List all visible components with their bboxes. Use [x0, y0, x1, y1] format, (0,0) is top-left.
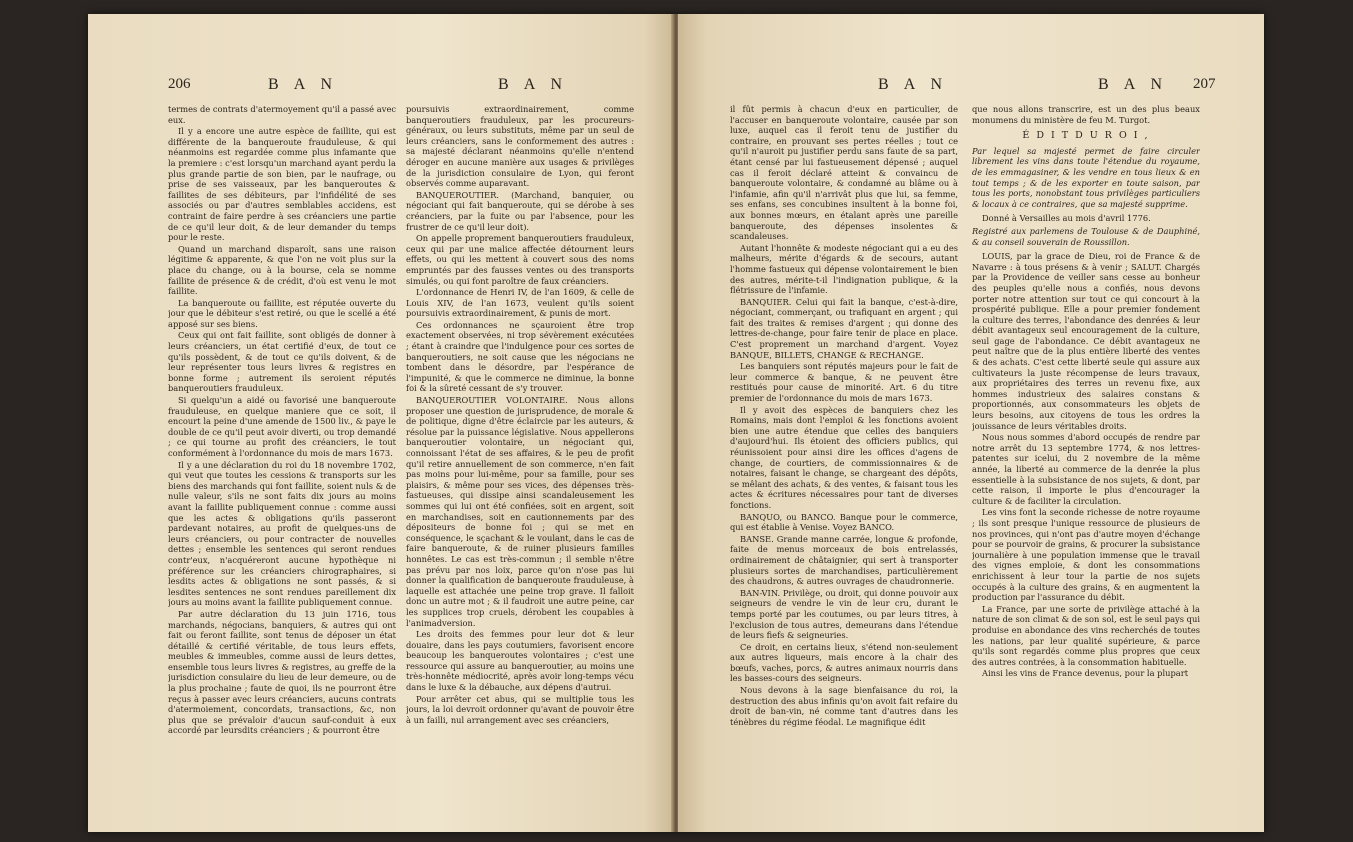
- paragraph: Nous nous sommes d'abord occupés de rendre par notre arrêt du 13 septembre 1774, & nos lettres-patentes sur icelui, du 2 novembre de la même année, la liberté au commerce de la denrée la plus essentielle à la subsistance de nos sujets, & dont, par cette raison, il importe le plus d'encourager la culture & de faciliter la circulation.: [972, 432, 1200, 506]
- paragraph: BANQUIER. Celui qui fait la banque, c'est-à-dire, négociant, commerçant, ou trafiquant en argent ; qui fait des traites & remises d'argent ; qui donne des lettres-de-change, pour faire tenir de place en place. C'est proprement un marchand d'argent. Voyez BANQUE, BILLETS, CHANGE & RECHANGE.: [730, 296, 958, 360]
- left-page: [88, 14, 674, 832]
- paragraph: BANQUEROUTIER. (Marchand, banquier, ou négociant qui fait banqueroute, qui se dérobe à ses créanciers, par la fuite ou par l'absence, pour les frustrer de ce qu'il leur doit).: [406, 189, 634, 232]
- text-column-right: [972, 104, 1200, 824]
- running-head: B A N: [498, 76, 569, 93]
- paragraph: Autant l'honnête & modeste négociant qui a eu des malheurs, mérite d'égards & de secours, autant l'homme fastueux qui dépense volontairement le bien des autres, mérite-t-il l'indignation publique, & la flétrissure de l'infamie.: [730, 242, 958, 296]
- paragraph: L'ordonnance de Henri IV, de l'an 1609, & celle de Louis XIV, de l'an 1673, veulent qu'ils soient poursuivis extraordinairement, & punis de mort.: [406, 287, 634, 319]
- paragraph: Si quelqu'un a aidé ou favorisé une banqueroute frauduleuse, en quelque maniere que ce soit, il encourt la peine d'une amende de 1500 liv., & paye le double de ce qu'il peut avoir diverti, ou trop demandé ; ce qui tourne au profit des créanciers, le tout conformément à l'ordonnance du mois de mars 1673.: [168, 395, 396, 458]
- paragraph: Les vins font la seconde richesse de notre royaume ; ils sont presque l'unique ressource de plusieurs de nos provinces, qui n'ont pas d'autre moyen d'échange pour se pourvoir de grains, & procurer la subsistance journalière à une population immense que le travail des vignes emploie, & dont les consommations enrichissent à leur tour la partie de nos sujets occupés à la culture des grains, & en augmentent la production par l'assurance du débit.: [972, 507, 1200, 603]
- edit-subtitle: Par lequel sa majesté permet de faire circuler librement les vins dans toute l'étendue du royaume, de les emmagasiner, & les vendre en tous lieux & en tout temps ; & de les exporter en toute saison, par tous les ports, nonobstant tous privilèges particuliers & locaux à ce contraires, que sa majesté supprime.: [972, 145, 1200, 209]
- page-number: 207: [1193, 76, 1216, 92]
- paragraph: Les droits des femmes pour leur dot & leur douaire, dans les pays coutumiers, favorisent encore beaucoup les banqueroutes volontaires ; c'est une ressource qui assure au banqueroutier, au moins une très-honnête médiocrité, après avoir long-temps vécu dans le luxe & la débauche, aux dépens d'autrui.: [406, 629, 634, 693]
- paragraph: termes de contrats d'atermoyement qu'il a passé avec eux.: [168, 104, 396, 125]
- paragraph: BAN-VIN. Privilège, ou droit, qui donne pouvoir aux seigneurs de vendre le vin de leur cru, durant le temps porté par les coutumes, ou par leurs titres, à l'exclusion de tous autres, demeurans dans l'étendue de leurs fiefs & seigneuries.: [730, 587, 958, 641]
- edit-intro: que nous allons transcrire, est un des plus beaux monumens du ministère de feu M. Turgot.: [972, 104, 1200, 125]
- paragraph: La France, par une sorte de privilège attaché à la nature de son climat & de son sol, est le seul pays qui produise en abondance des vins recherchés de toutes les nations, par leur qualité supérieure, & parce qu'ils sont regardés comme plus propres que ceux des autres contrées, à la consommation habituelle.: [972, 603, 1200, 667]
- right-page: [678, 14, 1264, 832]
- edit-title: É D I T D U R O I ,: [1022, 130, 1150, 142]
- paragraph: BANQUEROUTIER VOLONTAIRE. Nous allons proposer une question de jurisprudence, de morale & de politique, digne d'être éclaircie par les auteurs, & résolue par la puissance législative. Nous appellerons banqueroutier volontaire, un négociant qui, connoissant l'état de ses affaires, & le peu de profit qu'il retire annuellement de son commerce, n'en fait pas moins pour lui-même, pour sa famille, pour ses plaisirs, & même pour ses vices, des dépenses très-fastueuses, qui dissipe ainsi scandaleusement les sommes qui lui ont été confiées, soit en argent, soit en marchandises, soit en cautionnements par des dépositeurs de bonne foi ; qui se met en conséquence, le sçachant & le voulant, dans le cas de faire banqueroute, & de ruiner plusieurs familles honnêtes. Le cas est très-commun ; il semble n'être pas prévu par nos loix, parce qu'on n'ose pas lui donner la qualification de banqueroute frauduleuse, à laquelle est attachée une peine trop grave. Il falloit donc un autre mot ; & il faudroit une autre peine, car les supplices trop cruels, dérobent les coupables à l'animadversion.: [406, 395, 634, 628]
- paragraph: Ce droit, en certains lieux, s'étend non-seulement aux autres liqueurs, mais encore à la chair des bœufs, vaches, porcs, & autres animaux nourris dans les basses-cours des seigneurs.: [730, 641, 958, 684]
- paragraph: Ceux qui ont fait faillite, sont obligés de donner à leurs créanciers, un état certifié d'eux, de tout ce qu'ils possèdent, & de tout ce qu'ils doivent, & de leur représenter tous leurs livres & registres en bonne forme ; autrement ils seroient réputés banqueroutiers frauduleux.: [168, 330, 396, 394]
- book-spread: [88, 14, 1264, 832]
- text-column-left: [168, 104, 396, 824]
- paragraph: La banqueroute ou faillite, est réputée ouverte du jour que le débiteur s'est retiré, ou que le scellé a été apposé sur ses biens.: [168, 297, 396, 329]
- paragraph: Nous devons à la sage bienfaisance du roi, la destruction des abus infinis qu'on avoit fait refaire du droit de ban-vin, né comme tant d'autres dans les ténèbres du régime féodal. Le magnifique édit: [730, 685, 958, 727]
- paragraph: Il y a encore une autre espèce de faillite, qui est différente de la banqueroute frauduleuse, & qui néanmoins est regardée comme plus infamante que la premiere : c'est lorsqu'un marchand ayant perdu la plus grande partie de son bien, par le naufrage, ou prise de ses vaisseaux, par les banqueroutes & faillites de ses débiteurs, par l'infidélité de ses associés ou par d'autres semblables accidens, est contraint de faire perdre à ses créanciers une partie de ce qu'il leur doit, & de leur demander du temps pour le reste.: [168, 126, 396, 243]
- paragraph: Il y avoit des espèces de banquiers chez les Romains, mais dont l'emploi & les fonctions avoient bien une autre étendue que celles des banquiers d'aujourd'hui. Ils étoient des officiers publics, qui réunissoient pour ainsi dire les offices d'agens de change, de courtiers, de commissionnaires & de notaires, faisant le change, se chargeant des dépôts, se mêlant des achats, & des ventes, & faisant tous les actes & écritures nécessaires pour tant de diverses fonctions.: [730, 404, 958, 510]
- paragraph: On appelle proprement banqueroutiers frauduleux, ceux qui par une malice affectée détournent leurs effets, ou qui les mettent à couvert sous des noms empruntés par des fausses ventes ou des transports simulés, ou qui font paroître de faux créanciers.: [406, 233, 634, 286]
- paragraph: il fût permis à chacun d'eux en particulier, de l'accuser en banqueroute volontaire, causée par son luxe, auquel cas il feroit tenu de justifier du contraire, en prouvant ses pertes réelles ; tout ce qu'il n'auroit pu justifier perdu sans faute de sa part, étant censé par lui fastueusement dépensé ; auquel cas il feroit déclaré atteint & convaincu de banqueroute volontaire, & condamné au blâme ou à l'infamie, afin qu'il n'arrivât plus que lui, sa femme, ses enfans, ses concubines insultent à la bonne foi, aux bonnes mœurs, en étalant après une pareille banqueroute, des dépenses insolentes & scandaleuses.: [730, 104, 958, 242]
- edit-body: [972, 251, 1200, 679]
- paragraph: Ainsi les vins de France devenus, pour la plupart: [982, 668, 1189, 679]
- paragraph: Quand un marchand disparoît, sans une raison légitime & apparente, & que l'on ne voit plus sur la place du change, ou à la bourse, cela se nomme faillite de présence & de crédit, d'où est venu le mot faillite.: [168, 243, 396, 297]
- page-number: 206: [168, 76, 191, 92]
- paragraph: BANQUO, ou BANCO. Banque pour le commerce, qui est établie à Venise. Voyez BANCO.: [730, 511, 958, 533]
- running-head: B A N: [268, 76, 339, 93]
- paragraph: Ces ordonnances ne sçauroient être trop exactement observées, ni trop sévèrement exécutées ; étant à craindre que l'indulgence pour ces sortes de banqueroutiers, ne soit cause que les négocians ne tombent dans le désordre, par l'espérance de l'impunité, & que le commerce ne diminue, la bonne foi & la sûreté cessant de s'y trouver.: [406, 319, 634, 394]
- paragraph: BANSE. Grande manne carrée, longue & profonde, faite de menus morceaux de bois entrelassés, ordinairement de châtaignier, qui sert à transporter plusieurs sortes de marchandises, particulièrement des chaudrons, & autres ouvrages de chaudronnerie.: [730, 533, 958, 587]
- text-column-left: [730, 104, 958, 824]
- paragraph: LOUIS, par la grace de Dieu, roi de France & de Navarre : à tous présens & à venir ; SALUT. Chargés par la Providence de veiller sans cesse au bonheur des peuples qu'elle nous a confiés, nous devons porter notre attention sur tout ce qui concourt à la prospérité publique. Elle a pour premier fondement la culture des terres, l'abondance des denrées & leur débit avantageux seul encouragement de la culture, seul gage de l'abondance. Ce débit avantageux ne peut naître que de la plus entière liberté des ventes & des achats. C'est cette liberté seule qui assure aux cultivateurs la juste récompense de leurs travaux, aux propriétaires des terres un revenu fixe, aux hommes industrieux des salaires constans & proportionnés, aux consommateurs les objets de leurs besoins, aux citoyens de tous les ordres la jouissance de leurs véritables droits.: [972, 251, 1200, 431]
- paragraph: Par autre déclaration du 13 juin 1716, tous marchands, négocians, banquiers, & autres qui ont fait ou feront faillite, sont tenus de déposer un état détaillé & certifié véritable, de tous leurs effets, meubles & immeubles, comme aussi de leurs dettes, ensemble tous leurs livres & registres, au greffe de la jurisdiction consulaire du lieu de leur demeure, ou de la plus prochaine ; faute de quoi, ils ne pourront être reçus à passer avec leurs créanciers, aucuns contrats d'atermoiement, concordats, transactions, &c, non plus que se prévaloir d'aucun sauf-conduit à eux accordé par leursdits créanciers ; & pourront être: [168, 608, 396, 736]
- running-head: B A N: [1098, 76, 1169, 93]
- paragraph: poursuivis extraordinairement, comme banqueroutiers frauduleux, par les procureurs-généraux, ou leurs substituts, même par un seul de leurs créanciers, sans le conformement des autres : sa majesté déclarant néanmoins qu'elle n'entend déroger en aucune manière aux usages & privilèges de la jurisdiction consulaire de Lyon, qui feront observés comme auparavant.: [406, 104, 634, 189]
- paragraph: Pour arrêter cet abus, qui se multiplie tous les jours, la loi devroit ordonner qu'avant de pouvoir être à un failli, nul arrangement avec ses créanciers,: [406, 693, 634, 725]
- running-head: B A N: [878, 76, 949, 93]
- paragraph: Il y a une déclaration du roi du 18 novembre 1702, qui veut que toutes les cessions & transports sur les biens des marchands qui font faillite, soient nuls & de nulle valeur, s'ils ne sont faits dix jours au moins avant la faillite publiquement connue : comme aussi que les actes & obligations qu'ils passeront pardevant notaires, au profit de quelques-uns de leurs créanciers, ou pour contracter de nouvelles dettes ; ensemble les sentences qui seront rendues contr'eux, n'acquéreront aucune hypothèque ni préférence sur les créanciers chirographaires, si lesdits actes & obligations ne sont passés, & si lesdites sentences ne sont rendues pareillement dix jours au moins avant la faillite publiquement connue.: [168, 459, 396, 608]
- edit-registered: Registré aux parlemens de Toulouse & de Dauphiné, & au conseil souverain de Roussillon.: [972, 225, 1200, 247]
- text-column-right: [406, 104, 634, 824]
- paragraph: Les banquiers sont réputés majeurs pour le fait de leur commerce & banque, & ne peuvent être restitués pour cause de minorité. Art. 6 du titre premier de l'ordonnance du mois de mars 1673.: [730, 361, 958, 404]
- edit-date: Donné à Versailles au mois d'avril 1776.: [982, 213, 1151, 224]
